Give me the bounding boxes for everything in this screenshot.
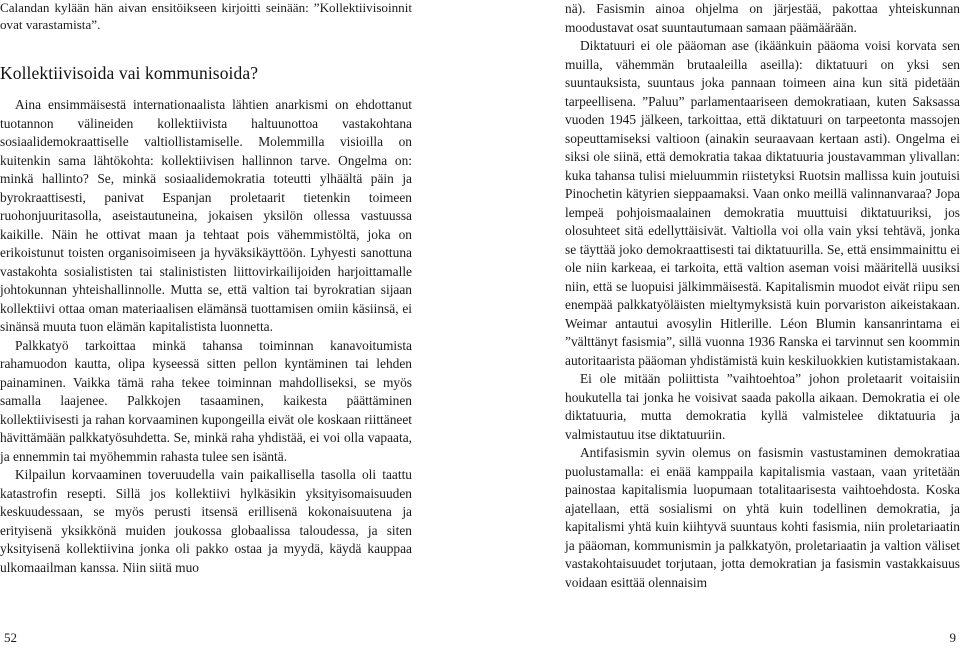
body-paragraph: Antifasismin syvin olemus on fasismin vastustaminen demokratiaa puolustamalla: ei enää kamppaila kapitalismia vastaan, vaan yritetään painostaa kapitalismia luopumaan totalitaarisesta vaihtoehdosta. Koska ajatellaan, että sosialismi on yhtä kuin todellinen demokratia, ja kapitalismi yhtä kuin kiihtyvä suuntaus kohti fasismia, niin proletariaatin ja pääoman, kommunismin ja palkkatyön, proletariaatin ja valtion väliset vastakohtaisuudet torjutaan, jotta demokratian ja fasismin vastakkaisuus voidaan esittää olennaisim <box>565 445 960 590</box>
right-page <box>548 0 960 652</box>
page-number: 9 <box>949 630 956 645</box>
intro-text: Calandan kylään hän aivan ensitöikseen kirjoitti seinään: ”Kollektiivisoinnit ovat varastamista”. <box>0 0 412 32</box>
page-number: 52 <box>4 630 17 645</box>
body-paragraph: Palkkatyö tarkoittaa minkä tahansa toiminnan kanavoitumista rahamuodon kautta, olipa kyseessä sitten pellon kyntäminen tai lehden painaminen. Vaikka tämä raha tekee toiminnan mahdolliseksi, se myös samalla laajenee. Palkkojen tasaaminen, kaikesta päättäminen kollektiivisesti ja rahan korvaaminen kupongeilla eivät ole koskaan riittäneet hävittämään palkkatyösuhdetta. Se, minkä raha yhdistää, ei voi olla vapaata, ja ennemmin tai myöhemmin rahasta tulee sen isäntä. <box>0 337 413 464</box>
body-paragraph: nä). Fasismin ainoa ohjelma on järjestää, pakottaa yhteiskunnan moodustavat osat suuntautumaan samaan päämäärään. <box>565 1 960 35</box>
body-paragraph: Ei ole mitään poliittista ”vaihtoehtoa” johon proletaarit voitaisiin houkutella tai jonka he voisivat saada pakolla aikaan. Demokratia ei ole diktatuuria, mutta demokratia kyllä valmistelee diktatuuria ja valmistautuu itse diktatuuriin. <box>565 371 960 442</box>
body-paragraph: Diktatuuri ei ole pääoman ase (ikäänkuin pääoma voisi korvata sen muilla, vähemmän brutaaleilla aseilla): diktatuuri on yksi sen suuntauksista, suuntaus joka pannaan toimeen aina kun sitä pidetään tarpeellisena. ”Paluu” parlamentaariseen demokratiaan, kuten Saksassa vuoden 1945 jälkeen, tarkoittaa, että diktatuuri on tarpeetonta massojen sopeuttamiseksi valtioon (ainakin seuraavaan kertaan asti). Ongelma ei siksi ole siinä, että demokratia takaa diktatuuria joustavamman ylivallan: kuka tahansa tulisi mieluummin riistetyksi Ruotsin mallissa kuin joutuisi Pinochetin kätyrien sieppaamaksi. Vaan onko meillä valinnanvaraa? Jopa lempeä pohjoismaalainen demokratia muuttuisi diktatuuriksi, jos olosuhteet sitä edellyttäisivät. Valtiolla voi olla vain yksi tehtävä, jonka se täyttää joko demokraattisesti tai diktatuurilla. Se, että ensimmainittu ei ole niin karkeaa, ei tarkoita, että valtion aseman voisi määritellä uusiksi niin, että se luopuisi jälkimmäisestä. Kapitalismin muodot eivät riipu sen enempää palkkatyöläisten mieltymyksistä kuin porvariston aikeistakaan. Weimar antautui avosylin Hitlerille. Léon Blumin kansanrintama ei ”välttänyt fasismia”, sillä vuonna 1936 Ranska ei tarvinnut sen koommin autoritaarista pääoman yhdistämistä kuin keskiluokkien kutistamistakaan. <box>565 38 960 368</box>
body-paragraph: Kilpailun korvaaminen toveruudella vain paikallisella tasolla oli taattu katastrofin resepti. Sillä jos kollektiivi hylkäsikin yksityisomaisuuden keskuudessaan, se myös perusti itsensä erillisenä kokonaisuutena ja erityisenä yksikkönä muiden joukossa globaalissa taloudessa, ja siten yksityisenä kollektiivina jonka oli pakko ostaa ja myydä, käydä kauppaa ulkomaailman kanssa. Niin siitä muo <box>0 467 412 575</box>
left-column <box>0 0 412 577</box>
right-column <box>565 0 960 592</box>
left-page <box>0 0 412 652</box>
body-paragraph: Aina ensimmäisestä internationaalista lähtien anarkismi on ehdottanut tuotannon välineiden kollektiivista haltuunottoa vastakohtana sosiaalidemokraattiselle valtiollistamiselle. Molemmilla visioilla on kuitenkin sama lähtökohta: kollektiivisen hallinnon tarve. Ongelma on: minkä hallinto? Se, minkä sosiaalidemokratia toteutti ylhäältä päin ja byrokraattisesti, panivat Espanjan proletaarit tietenkin toimeen ruohonjuuritasolla, aseistautuneina, jokaisen yksilön ollessa vastuussa kaikille. Näin he ottivat maan ja tehtaat pois vähemmistöltä, joka on erikoistunut toisten organisoimiseen ja hyväksikäyttöön. Lyhyesti sanottuna vastakohta sosialististen tai stalinististen liittovirkailijoiden harjoittamalle johtokunnan yhteishallinnolle. Mutta se, että valtion tai byrokratian sijaan kollektiivi ottaa oman materiaalisen elämänsä tuottamisen omiin käsiinsä, ei sinänsä muuta tuon elämän kapitalistista luonnetta. <box>0 97 412 334</box>
section-heading: Kollektiivisoida vai kommunisoida? <box>0 63 259 83</box>
